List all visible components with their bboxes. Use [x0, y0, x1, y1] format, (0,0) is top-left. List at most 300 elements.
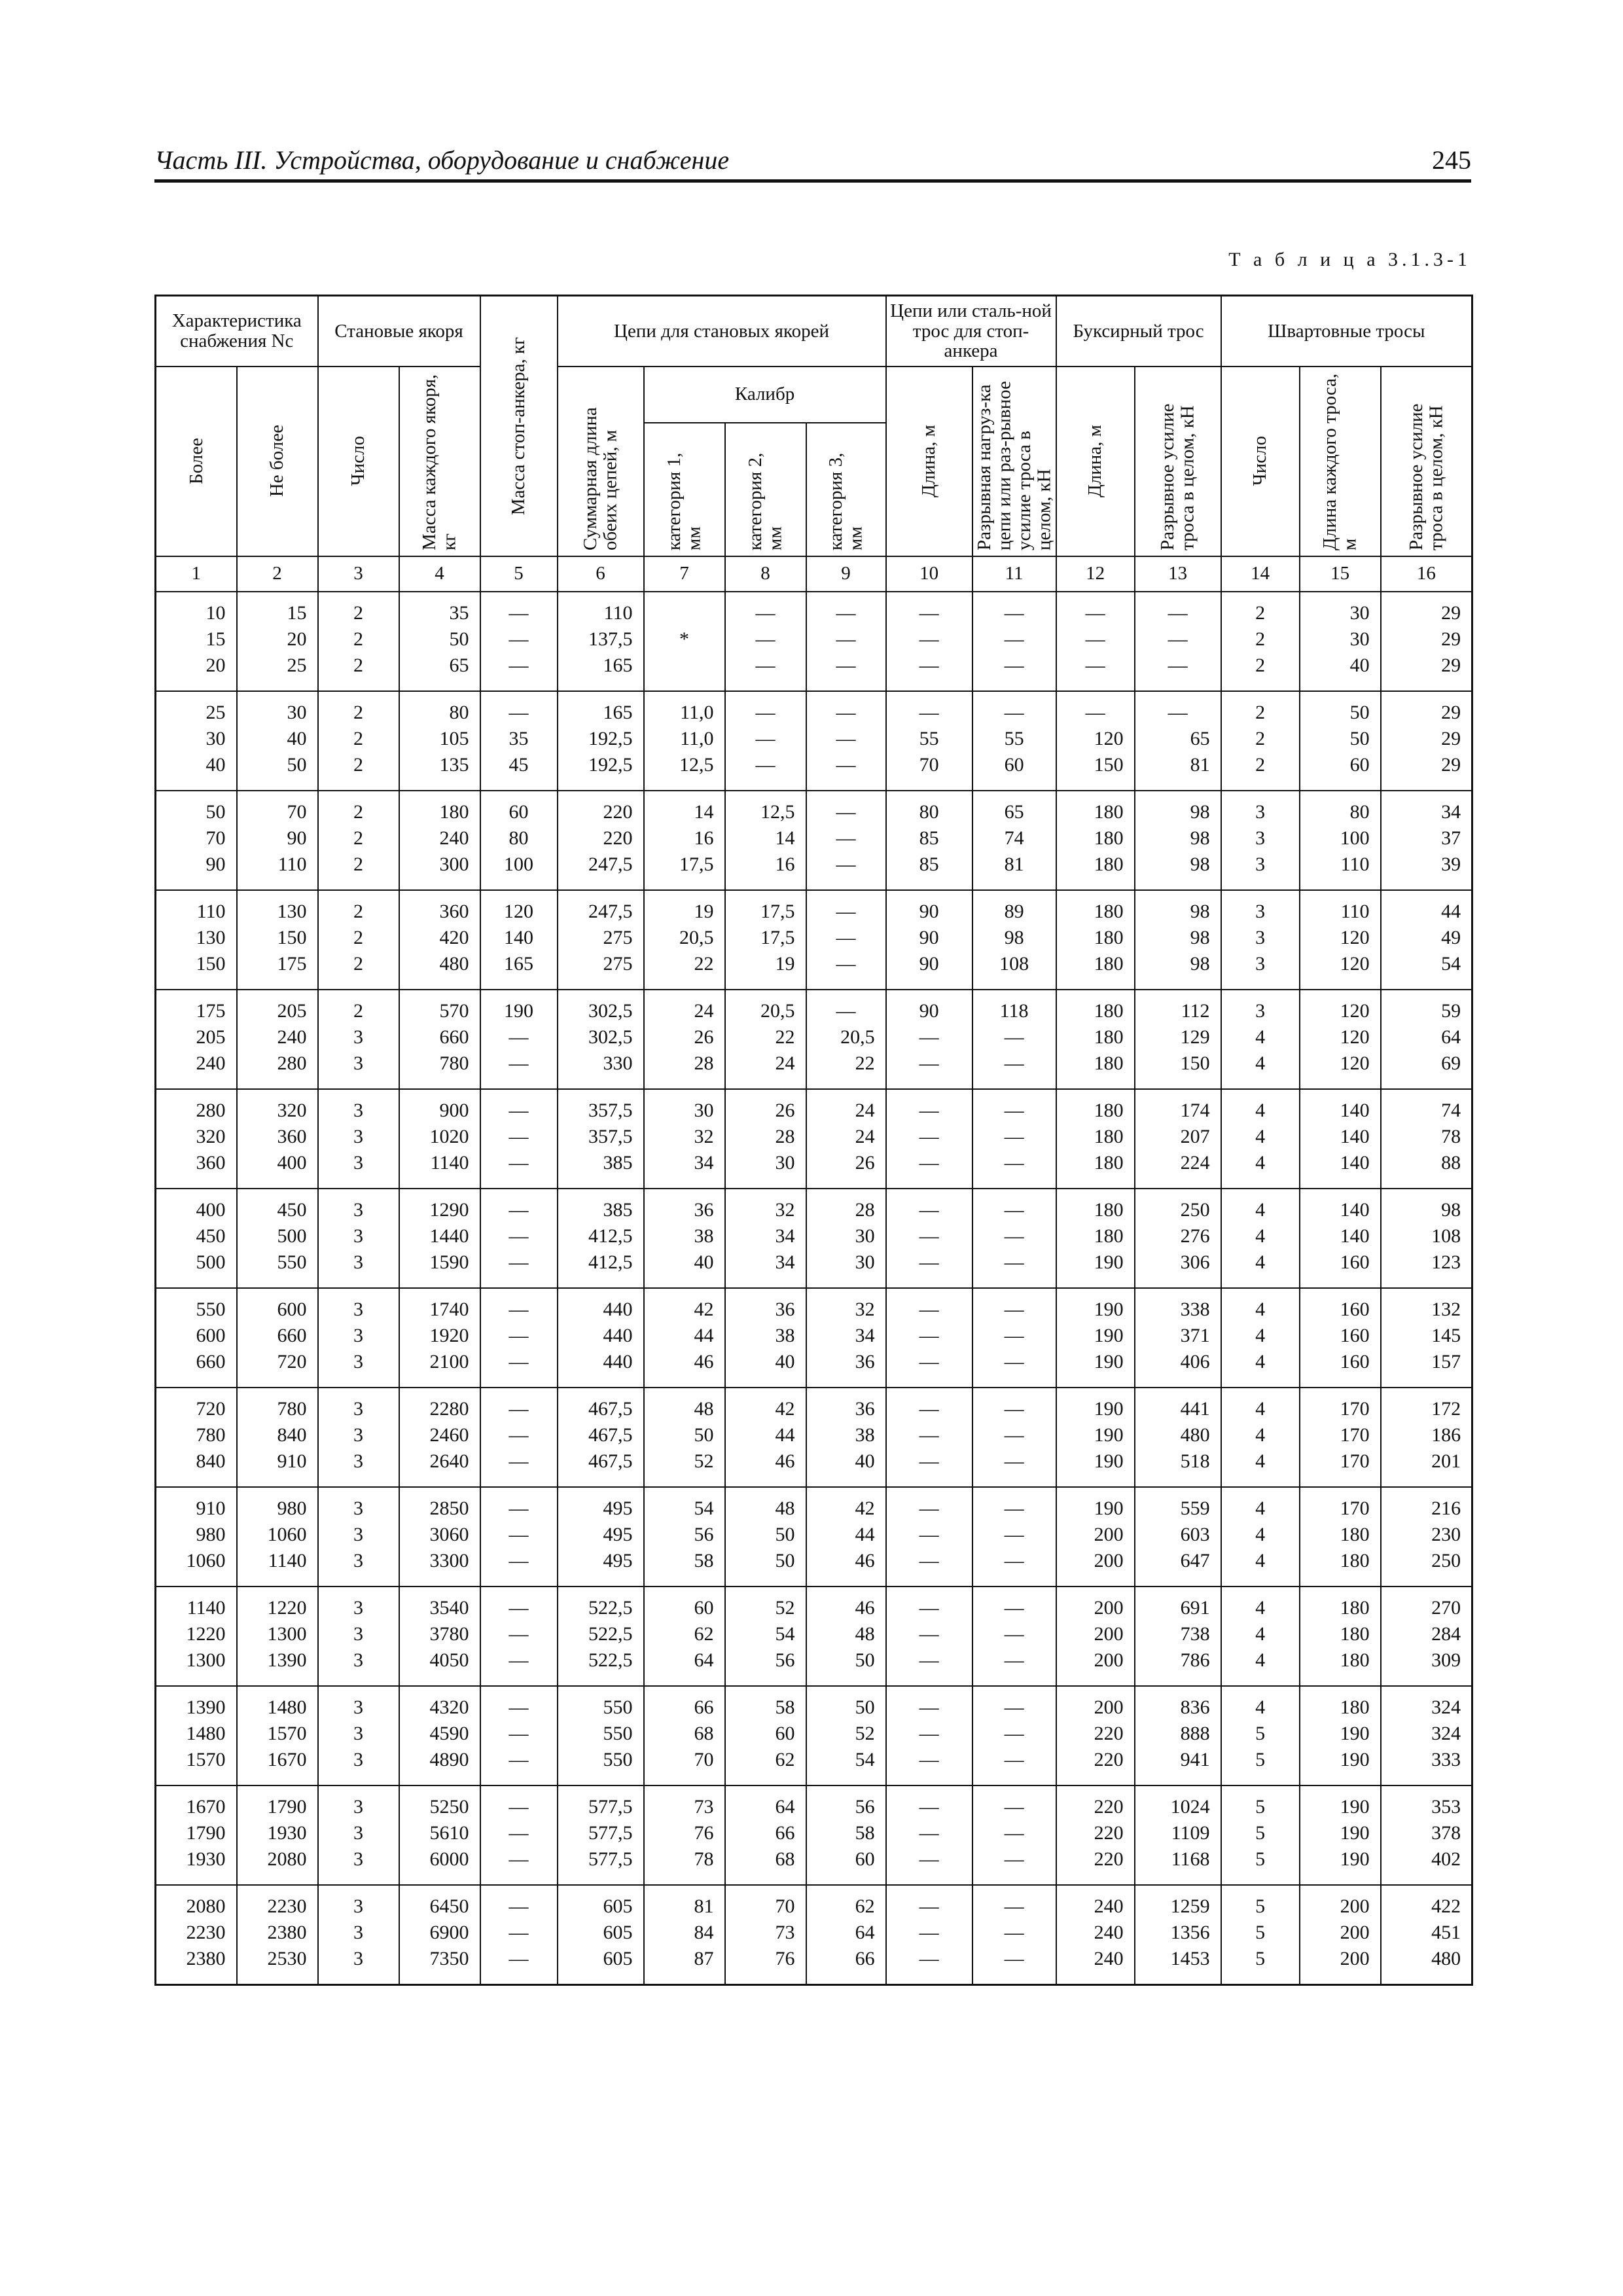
table-cell: 140 [1300, 1197, 1381, 1223]
table-cell: 5610 [399, 1820, 480, 1846]
table-cell: 2 [318, 700, 399, 726]
table-cell: 400 [156, 1197, 237, 1223]
table-cell: — [1135, 626, 1221, 653]
table-row [156, 1496, 1472, 1522]
table-cell: 69 [1381, 1050, 1472, 1077]
table-cell: 98 [1135, 825, 1221, 852]
table-cell: — [725, 653, 806, 679]
table-cell: 160 [1300, 1297, 1381, 1323]
table-cell: 60 [644, 1595, 725, 1621]
table-cell: 1220 [156, 1621, 237, 1647]
table-cell: 200 [1300, 1920, 1381, 1946]
table-row [156, 1695, 1472, 1721]
table-cell: 44 [1381, 899, 1472, 925]
table-cell: 30 [156, 726, 237, 752]
table-cell: 52 [725, 1595, 806, 1621]
table-cell: 200 [1056, 1595, 1135, 1621]
table-cell: 1140 [156, 1595, 237, 1621]
table-cell: 3 [318, 1794, 399, 1820]
col-mooring-number: Число [1221, 367, 1300, 556]
table-cell: 3 [318, 1024, 399, 1050]
table-row [156, 1024, 1472, 1050]
table-cell: 70 [644, 1747, 725, 1773]
table-cell: 200 [1056, 1695, 1135, 1721]
table-cell: 4 [1221, 1124, 1300, 1150]
table-cell: 780 [237, 1396, 318, 1422]
col-calibre-cat-3: категория 3, мм [806, 423, 886, 556]
row-group [156, 1189, 1472, 1288]
table-cell: 65 [972, 799, 1056, 825]
table-cell: 172 [1381, 1396, 1472, 1422]
table-cell: 200 [1056, 1522, 1135, 1548]
table-cell: 4 [1221, 1098, 1300, 1124]
table-cell: 25 [156, 700, 237, 726]
table-cell: 56 [644, 1522, 725, 1548]
table-row [156, 1396, 1472, 1422]
table-cell: 720 [156, 1396, 237, 1422]
table-cell: 4 [1221, 1024, 1300, 1050]
table-cell: 495 [558, 1522, 644, 1548]
column-number: 2 [237, 556, 318, 592]
table-cell: 324 [1381, 1695, 1472, 1721]
table-row [156, 600, 1472, 626]
page-header [154, 140, 1471, 181]
table-cell: 118 [972, 998, 1056, 1024]
table-cell: 40 [1300, 653, 1381, 679]
table-cell: — [972, 1223, 1056, 1249]
table-cell: — [972, 1496, 1056, 1522]
table-cell: — [972, 1820, 1056, 1846]
table-cell: 66 [725, 1820, 806, 1846]
table-cell: 90 [886, 998, 972, 1024]
table-cell: — [886, 600, 972, 626]
table-cell: 64 [1381, 1024, 1472, 1050]
table-cell: 3 [318, 1621, 399, 1647]
table-cell: 4 [1221, 1448, 1300, 1475]
table-cell: 3 [318, 1548, 399, 1574]
group-calibre: Калибр [644, 367, 886, 423]
table-cell: 180 [1056, 951, 1135, 977]
table-cell: 165 [558, 653, 644, 679]
table-cell: 81 [972, 852, 1056, 878]
table-row [156, 1223, 1472, 1249]
table-cell: 24 [644, 998, 725, 1024]
table-cell: — [972, 1150, 1056, 1176]
table-cell: 2 [1221, 653, 1300, 679]
table-cell: 1168 [1135, 1846, 1221, 1873]
table-cell: 24 [725, 1050, 806, 1077]
table-cell: 52 [806, 1721, 886, 1747]
table-cell: — [480, 1893, 558, 1920]
table-cell: 46 [806, 1548, 886, 1574]
table-cell: 1259 [1135, 1893, 1221, 1920]
table-cell: — [972, 1846, 1056, 1873]
table-cell: 5 [1221, 1721, 1300, 1747]
table-cell: 2280 [399, 1396, 480, 1422]
table-cell: 26 [725, 1098, 806, 1124]
table-cell: 4 [1221, 1249, 1300, 1276]
row-group [156, 1089, 1472, 1189]
table-cell: 50 [644, 1422, 725, 1448]
table-cell: 980 [237, 1496, 318, 1522]
table-cell: — [886, 626, 972, 653]
table-row [156, 1595, 1472, 1621]
table-cell: — [972, 1595, 1056, 1621]
table-cell: 54 [806, 1747, 886, 1773]
col-calibre-cat-1: категория 1, мм [644, 423, 725, 556]
table-cell: — [725, 700, 806, 726]
table-cell: 180 [1056, 852, 1135, 878]
table-cell: 190 [1056, 1448, 1135, 1475]
table-row [156, 1197, 1472, 1223]
table-cell: 190 [1056, 1496, 1135, 1522]
table-cell: 2080 [237, 1846, 318, 1873]
group-equipment-characteristic: Характеристика снабжения Nc [156, 296, 318, 367]
table-cell: 120 [1300, 925, 1381, 951]
table-cell: 230 [1381, 1522, 1472, 1548]
table-cell: 140 [480, 925, 558, 951]
group-towline: Буксирный трос [1056, 296, 1221, 367]
table-cell: — [972, 1621, 1056, 1647]
table-cell: 12,5 [644, 752, 725, 778]
table-row [156, 1098, 1472, 1124]
table-cell: — [886, 1794, 972, 1820]
table-cell: 240 [1056, 1893, 1135, 1920]
table-cell: 300 [399, 852, 480, 878]
table-cell: 220 [1056, 1846, 1135, 1873]
table-cell: 123 [1381, 1249, 1472, 1276]
table-cell: 62 [644, 1621, 725, 1647]
col-more-than: Более [156, 367, 237, 556]
table-cell: 84 [644, 1920, 725, 1946]
table-cell: — [1056, 626, 1135, 653]
table-cell: 5250 [399, 1794, 480, 1820]
table-cell: 60 [972, 752, 1056, 778]
table-cell: 36 [644, 1197, 725, 1223]
column-number: 4 [399, 556, 480, 592]
table-cell: 2080 [156, 1893, 237, 1920]
table-cell: 59 [1381, 998, 1472, 1024]
table-cell: 28 [725, 1124, 806, 1150]
table-cell: — [806, 626, 886, 653]
table-cell: 30 [806, 1223, 886, 1249]
table-cell: 175 [156, 998, 237, 1024]
table-cell: 29 [1381, 700, 1472, 726]
table-cell: 3 [318, 1223, 399, 1249]
table-cell: — [972, 626, 1056, 653]
table-row [156, 1747, 1472, 1773]
table-row [156, 852, 1472, 878]
table-cell: 170 [1300, 1496, 1381, 1522]
table-cell: 353 [1381, 1794, 1472, 1820]
column-number: 6 [558, 556, 644, 592]
table-cell: 3 [318, 1721, 399, 1747]
table-cell: 52 [644, 1448, 725, 1475]
table-cell: — [480, 1695, 558, 1721]
table-cell: 4 [1221, 1050, 1300, 1077]
table-cell: 360 [237, 1124, 318, 1150]
table-cell: 85 [886, 825, 972, 852]
table-cell: 518 [1135, 1448, 1221, 1475]
table-cell: 42 [806, 1496, 886, 1522]
table-cell: 495 [558, 1496, 644, 1522]
table-cell: 420 [399, 925, 480, 951]
table-cell: 2 [1221, 726, 1300, 752]
table-cell: 276 [1135, 1223, 1221, 1249]
table-cell: 402 [1381, 1846, 1472, 1873]
table-cell: 4 [1221, 1197, 1300, 1223]
table-cell: 140 [1300, 1098, 1381, 1124]
table-cell: 451 [1381, 1920, 1472, 1946]
table-cell: 1930 [156, 1846, 237, 1873]
table-cell: — [972, 1098, 1056, 1124]
table-cell: 3 [318, 1946, 399, 1972]
table-cell: 1920 [399, 1323, 480, 1349]
table-cell: — [972, 1522, 1056, 1548]
table-cell: 130 [156, 925, 237, 951]
table-cell: — [972, 1024, 1056, 1050]
table-cell: 2 [318, 852, 399, 878]
table-cell: 500 [156, 1249, 237, 1276]
table-cell: 28 [644, 1050, 725, 1077]
table-cell: 98 [1135, 925, 1221, 951]
table-cell: 220 [558, 799, 644, 825]
column-number: 1 [156, 556, 237, 592]
table-cell: 108 [972, 951, 1056, 977]
col-mooring-breaking-load: Разрывное усилие троса в целом, кН [1381, 367, 1472, 556]
table-cell: — [480, 1621, 558, 1647]
table-row [156, 1893, 1472, 1920]
table-row [156, 752, 1472, 778]
table-cell: 3 [318, 1197, 399, 1223]
table-row [156, 1297, 1472, 1323]
table-row [156, 1548, 1472, 1574]
table-cell: 1390 [156, 1695, 237, 1721]
table-cell: — [972, 1124, 1056, 1150]
table-cell: — [1135, 700, 1221, 726]
table-cell: 3 [318, 1496, 399, 1522]
table-cell: 1930 [237, 1820, 318, 1846]
table-cell: 4 [1221, 1323, 1300, 1349]
table-cell: 192,5 [558, 752, 644, 778]
table-cell: 720 [237, 1349, 318, 1375]
table-cell: 40 [156, 752, 237, 778]
table-cell: 50 [237, 752, 318, 778]
table-cell: 302,5 [558, 1024, 644, 1050]
table-cell: 320 [237, 1098, 318, 1124]
table-cell: 76 [644, 1820, 725, 1846]
table-cell: 467,5 [558, 1422, 644, 1448]
table-cell: 170 [1300, 1448, 1381, 1475]
table-caption: Т а б л и ц а 3.1.3-1 [1228, 249, 1471, 270]
table-cell: 220 [1056, 1820, 1135, 1846]
table-cell: 81 [644, 1893, 725, 1920]
table-cell: 150 [237, 925, 318, 951]
table-cell: — [480, 1098, 558, 1124]
table-cell: 284 [1381, 1621, 1472, 1647]
table-row [156, 626, 1472, 653]
table-cell: 157 [1381, 1349, 1472, 1375]
table-cell: 32 [806, 1297, 886, 1323]
table-cell: 250 [1381, 1548, 1472, 1574]
table-cell: 140 [1300, 1150, 1381, 1176]
table-cell: 60 [1300, 752, 1381, 778]
table-cell: 180 [1300, 1621, 1381, 1647]
table-cell: 135 [399, 752, 480, 778]
table-cell: 78 [1381, 1124, 1472, 1150]
table-cell: 4890 [399, 1747, 480, 1773]
table-cell: 30 [1300, 626, 1381, 653]
table-cell: — [972, 1448, 1056, 1475]
table-cell: 4 [1221, 1349, 1300, 1375]
table-cell: 38 [644, 1223, 725, 1249]
table-cell: 89 [972, 899, 1056, 925]
table-cell: 24 [806, 1098, 886, 1124]
table-cell: 647 [1135, 1548, 1221, 1574]
table-cell: 220 [1056, 1747, 1135, 1773]
column-number: 15 [1300, 556, 1381, 592]
table-row [156, 1323, 1472, 1349]
table-cell: 50 [806, 1695, 886, 1721]
table-cell: 280 [156, 1098, 237, 1124]
table-cell: — [1056, 653, 1135, 679]
table-cell: 28 [806, 1197, 886, 1223]
table-cell: 48 [806, 1621, 886, 1647]
table-cell: 44 [806, 1522, 886, 1548]
table-cell: 20,5 [725, 998, 806, 1024]
table-row [156, 1846, 1472, 1873]
table-cell: 180 [1056, 998, 1135, 1024]
table-cell: 58 [725, 1695, 806, 1721]
column-numbers-row [156, 556, 1472, 592]
table-cell: 1220 [237, 1595, 318, 1621]
table-cell: 190 [1056, 1297, 1135, 1323]
table-cell: 165 [558, 700, 644, 726]
table-cell: 4 [1221, 1396, 1300, 1422]
table-cell: 120 [480, 899, 558, 925]
table-cell: 2380 [156, 1946, 237, 1972]
table-cell: 2230 [156, 1920, 237, 1946]
table-cell: 4 [1221, 1223, 1300, 1249]
table-row [156, 998, 1472, 1024]
table-cell: 38 [806, 1422, 886, 1448]
table-cell: 50 [399, 626, 480, 653]
table-cell: — [806, 925, 886, 951]
table-cell: 37 [1381, 825, 1472, 852]
table-row [156, 1920, 1472, 1946]
table-cell: 4 [1221, 1522, 1300, 1548]
table-cell: 60 [725, 1721, 806, 1747]
table-cell: 14 [725, 825, 806, 852]
table-cell: — [972, 1050, 1056, 1077]
table-cell: — [480, 1595, 558, 1621]
table-cell: 216 [1381, 1496, 1472, 1522]
table-cell: 4 [1221, 1647, 1300, 1674]
table-cell: 5 [1221, 1893, 1300, 1920]
table-cell: — [886, 1349, 972, 1375]
table-cell: 200 [1056, 1621, 1135, 1647]
table-cell: 180 [1300, 1695, 1381, 1721]
table-cell: 910 [156, 1496, 237, 1522]
table-cell: — [480, 1024, 558, 1050]
table-cell: 980 [156, 1522, 237, 1548]
table-cell: — [972, 1197, 1056, 1223]
table-cell: 10 [156, 600, 237, 626]
table-cell: 1590 [399, 1249, 480, 1276]
table-cell: — [886, 1422, 972, 1448]
table-cell: 3 [318, 1050, 399, 1077]
table-cell: 180 [1056, 1197, 1135, 1223]
table-cell: 450 [237, 1197, 318, 1223]
table-cell: * [644, 626, 725, 653]
table-cell: — [480, 600, 558, 626]
table-cell: — [480, 1946, 558, 1972]
table-cell: 140 [1300, 1223, 1381, 1249]
table-cell: 1670 [156, 1794, 237, 1820]
table-cell: 192,5 [558, 726, 644, 752]
table-row [156, 1820, 1472, 1846]
table-cell: 34 [1381, 799, 1472, 825]
table-row [156, 1249, 1472, 1276]
table-row [156, 1422, 1472, 1448]
table-cell: 7350 [399, 1946, 480, 1972]
table-cell: 60 [806, 1846, 886, 1873]
table-cell: 467,5 [558, 1396, 644, 1422]
table-cell: 190 [1056, 1349, 1135, 1375]
table-cell: 4 [1221, 1496, 1300, 1522]
table-cell: — [972, 1893, 1056, 1920]
table-cell: 500 [237, 1223, 318, 1249]
table-cell: 190 [1056, 1249, 1135, 1276]
table-cell: 165 [480, 951, 558, 977]
table-cell: — [806, 951, 886, 977]
table-cell: 70 [886, 752, 972, 778]
table-cell: 64 [725, 1794, 806, 1820]
table-cell: 190 [1300, 1820, 1381, 1846]
table-row [156, 1621, 1472, 1647]
table-cell: 190 [1056, 1396, 1135, 1422]
table-cell: 30 [725, 1150, 806, 1176]
table-cell: 180 [1056, 825, 1135, 852]
table-cell: 4 [1221, 1695, 1300, 1721]
table-cell: 54 [725, 1621, 806, 1647]
table-cell: 90 [886, 899, 972, 925]
table-cell: 1390 [237, 1647, 318, 1674]
row-group [156, 1686, 1472, 1785]
row-group [156, 1487, 1472, 1587]
table-cell: — [972, 1721, 1056, 1747]
table-cell: 170 [1300, 1422, 1381, 1448]
table-cell: 190 [1300, 1747, 1381, 1773]
table-cell: 110 [1300, 899, 1381, 925]
column-number: 12 [1056, 556, 1135, 592]
table-cell: 205 [156, 1024, 237, 1050]
table-cell: 3540 [399, 1595, 480, 1621]
table-cell: 15 [156, 626, 237, 653]
table-row [156, 925, 1472, 951]
table-cell: 2 [1221, 626, 1300, 653]
table-cell: 190 [1300, 1721, 1381, 1747]
table-cell: — [806, 700, 886, 726]
table-cell: 5 [1221, 1794, 1300, 1820]
table-cell: — [886, 1050, 972, 1077]
table-cell: 70 [156, 825, 237, 852]
table-cell: — [480, 1647, 558, 1674]
table-cell: 90 [156, 852, 237, 878]
table-cell: — [972, 1548, 1056, 1574]
table-cell: 81 [1135, 752, 1221, 778]
table-cell: 34 [725, 1223, 806, 1249]
